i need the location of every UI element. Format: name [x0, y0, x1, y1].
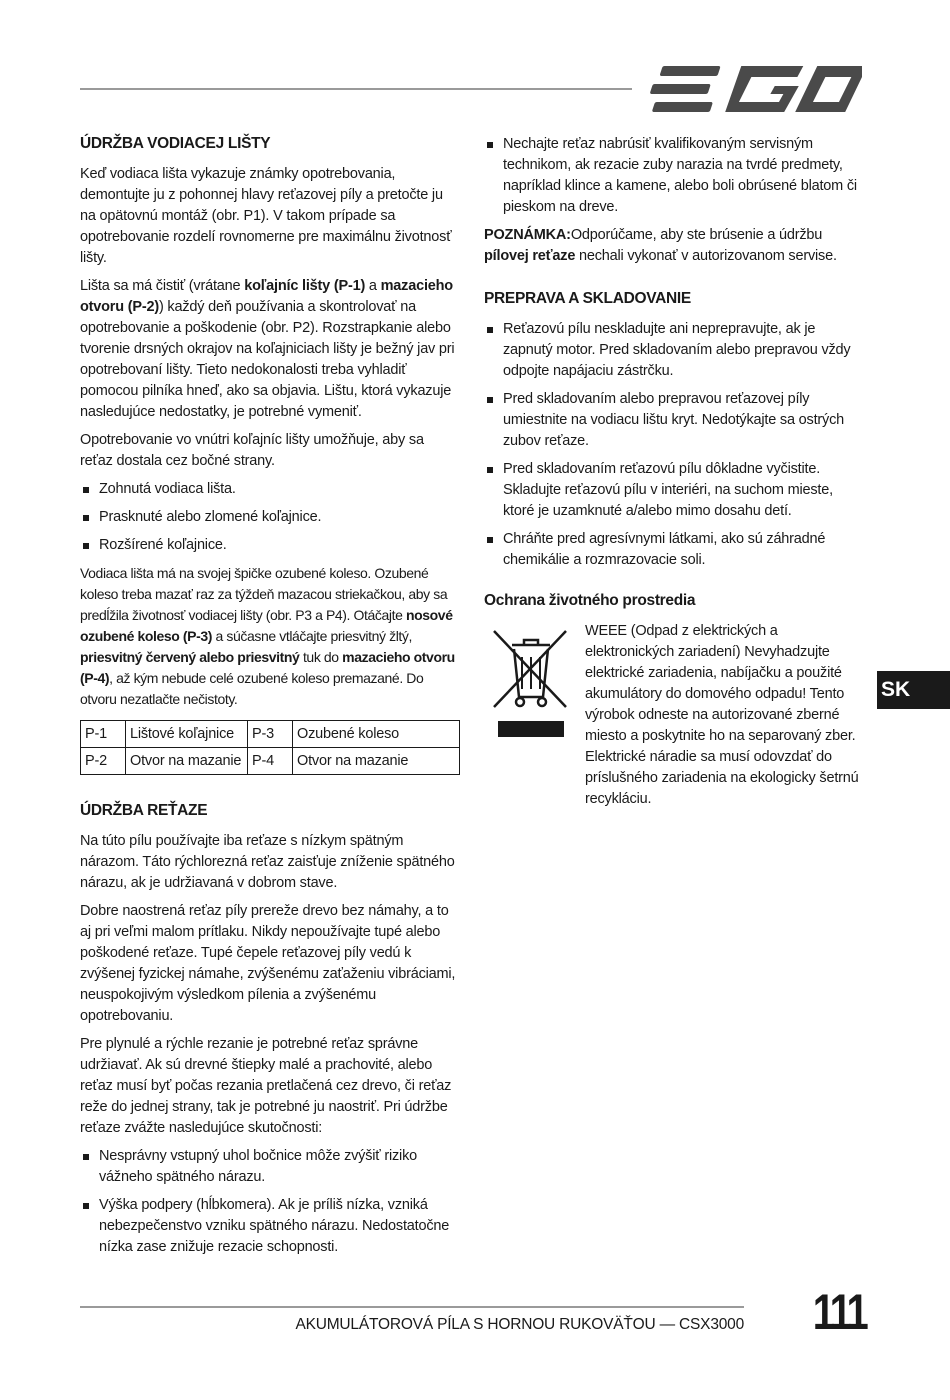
- bullet-list: [484, 134, 864, 218]
- table-cell: P-4: [248, 748, 293, 775]
- list-item: Chráňte pred agresívnymi látkami, ako sú záhradné chemikálie a rozmrazovacie soli.: [484, 529, 864, 571]
- section-heading-chain-maintenance: ÚDRŽBA REŤAZE: [80, 802, 208, 819]
- footer-rule: [80, 1306, 744, 1308]
- bullet-list: [80, 1146, 460, 1258]
- table-cell: Ozubené koleso: [293, 721, 460, 748]
- table-cell: P-3: [248, 721, 293, 748]
- table-cell: Otvor na mazanie: [293, 748, 460, 775]
- note-label: POZNÁMKA:: [484, 227, 571, 243]
- right-column: [484, 134, 864, 821]
- table-cell: Lištové koľajnice: [126, 721, 248, 748]
- weee-block: [484, 621, 864, 821]
- table-cell: P-2: [81, 748, 126, 775]
- note: POZNÁMKA:Odporúčame, aby ste brúsenie a údržbu pílovej reťaze nechali vykonať v autorizovanom servise.: [484, 227, 837, 264]
- paragraph: Opotrebovanie vo vnútri koľajníc lišty umožňuje, aby sa reťaz dostala cez bočné strany.: [80, 432, 424, 469]
- table-cell: P-1: [81, 721, 126, 748]
- bullet-list: [80, 479, 460, 556]
- table-cell: Otvor na mazanie: [126, 748, 248, 775]
- list-item: Nesprávny vstupný uhol bočnice môže zvýšiť riziko vážneho spätného nárazu.: [80, 1146, 460, 1188]
- weee-paragraph: WEEE (Odpad z elektrických a elektronických zariadení) Nevyhadzujte elektrické zariadenia, nabíjačku a použité akumulátory do domového odpadu! Tento výrobok odneste na autorizované zberné miesto a poskytnite ho na separovaný zber. Elektrické náradie sa musí odovzdať do príslušného zariadenia na ekologicky šetrnú recykláciu.: [585, 623, 859, 807]
- section-heading-transport-storage: PREPRAVA A SKLADOVANIE: [484, 290, 691, 307]
- table-row: [81, 721, 460, 748]
- left-column: [80, 134, 460, 1265]
- table-row: [81, 748, 460, 775]
- section-heading-bar-maintenance: ÚDRŽBA VODIACEJ LIŠTY: [80, 135, 271, 152]
- paragraph: Pre plynulé a rýchle rezanie je potrebné reťaz správne udržiavať. Ak sú drevné štiepky malé a prachovité, alebo reťaz musí byť počas rezania pretlačená cez drevo, či reťaz reže do jednej strany, tak je potrebné ju naostriť. Pri údržbe reťaze zvážte nasledujúce skutočnosti:: [80, 1036, 452, 1136]
- paragraph: Na túto pílu používajte iba reťaze s nízkym spätným nárazom. Táto rýchlorezná reťaz zaisťuje zníženie spätného nárazu, ak je udržiavaná v dobrom stave.: [80, 833, 455, 891]
- header-rule: [80, 88, 632, 90]
- list-item: Pred skladovaním reťazovú pílu dôkladne vyčistite. Skladujte reťazovú pílu v interiéri, na suchom mieste, ktoré je uzamknuté a/alebo mimo dosahu detí.: [484, 459, 864, 522]
- ego-logo: [650, 62, 862, 116]
- paragraph: Vodiaca lišta má na svojej špičke ozubené koleso. Ozubené koleso treba mazať raz za týždeň mazacou striekačkou, aby sa predĺžila životnosť vodiacej lišty (obr. P3 a P4). Otáčajte nosové ozubené koleso (P-3) a súčasne vtláčajte priesvitný žltý, priesvitný červený alebo priesvitný tuk do mazacieho otvoru (P-4), až kým nebude celé ozubené koleso premazané. Do otvoru nezatlačte nečistoty.: [80, 565, 455, 707]
- list-item: Nechajte reťaz nabrúsiť kvalifikovaným servisným technikom, ak rezacie zuby narazia na tvrdé predmety, napríklad klince a kamene, alebo boli obrúsené blatom či pieskom na dreve.: [484, 134, 864, 218]
- list-item: Prasknuté alebo zlomené koľajnice.: [80, 507, 460, 528]
- crossed-out-bin-icon: [490, 623, 570, 741]
- list-item: Rozšírené koľajnice.: [80, 535, 460, 556]
- paragraph: Lišta sa má čistiť (vrátane koľajníc lišty (P-1) a mazacieho otvoru (P-2)) každý deň používania a skontrolovať na opotrebovanie a poškodenie (obr. P2). Rozstrapkanie alebo tvorenie drsných okrajov na koľajniciach lišty je bežný jav pri opotrebovaní lišty. Tieto nedokonalosti treba vyhladiť pomocou pilníka hneď, ako sa objavia. Lištu, ktorá vykazuje nasledujúce nedostatky, je potrebné vymeniť.: [80, 278, 455, 420]
- parts-table: [80, 720, 460, 775]
- paragraph: Keď vodiaca lišta vykazuje známky opotrebovania, demontujte ju z pohonnej hlavy reťazovej píly a pretočte ju na opätovnú montáž (obr. P1). V takom prípade sa opotrebovanie rozdelí rovnomerne pre maximálnu životnosť lišty.: [80, 166, 452, 266]
- list-item: Reťazovú pílu neskladujte ani neprepravujte, ak je zapnutý motor. Pred skladovaním alebo prepravou vždy odpojte napájaciu zástrčku.: [484, 319, 864, 382]
- footer-title: AKUMULÁTOROVÁ PÍLA S HORNOU RUKOVÄŤOU — CSX3000: [295, 1316, 744, 1333]
- list-item: Výška podpery (hĺbkomera). Ak je príliš nízka, vzniká nebezpečenstvo vzniku spätného nárazu. Nedostatočne nízka zase znižuje rezacie schopnosti.: [80, 1195, 460, 1258]
- section-heading-environment: Ochrana životného prostredia: [484, 592, 696, 609]
- list-item: Zohnutá vodiaca lišta.: [80, 479, 460, 500]
- paragraph: Dobre naostrená reťaz píly prereže drevo bez námahy, a to aj pri veľmi malom prítlaku. Nikdy nepoužívajte tupé alebo poškodené reťaze. Tupé čepele reťazovej píly vedú k zvýšenej fyzickej námahe, zvýšenému zaťaženiu vibráciami, neuspokojivým výsledkom pílenia a zvýšenému opotrebovaniu.: [80, 903, 456, 1024]
- language-tab: SK: [877, 671, 950, 709]
- page-number: 111: [812, 1284, 866, 1340]
- list-item: Pred skladovaním alebo prepravou reťazovej píly umiestnite na vodiacu lištu kryt. Nedotýkajte sa ostrých zubov reťaze.: [484, 389, 864, 452]
- bullet-list: [484, 319, 864, 571]
